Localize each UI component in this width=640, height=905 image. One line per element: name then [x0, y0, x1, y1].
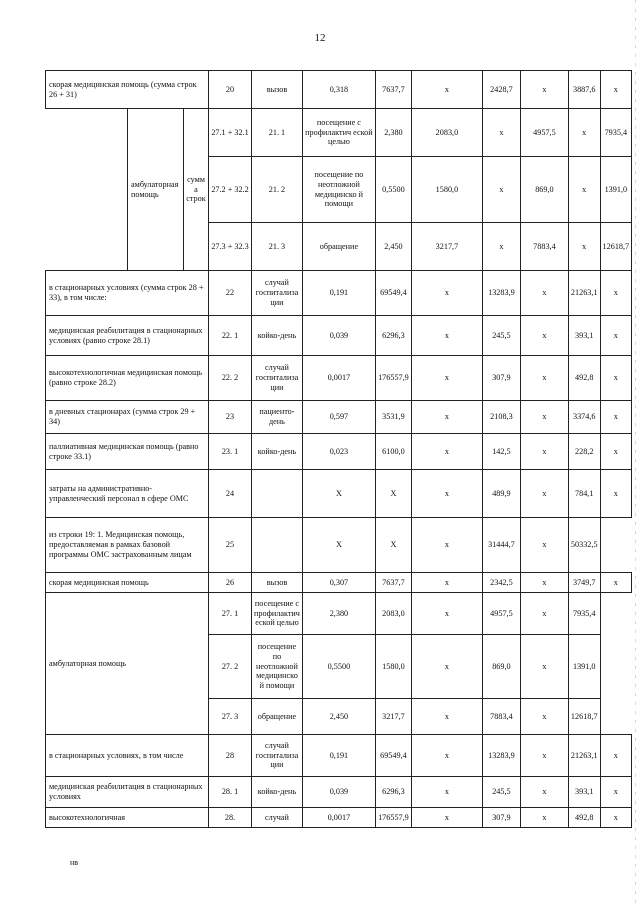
cost-cell: 2083,0 — [411, 109, 482, 157]
norm-cell: 0,023 — [302, 434, 375, 470]
line-number: 28. 1 — [209, 777, 252, 808]
norm-cell: 0,5500 — [302, 635, 375, 699]
line-number: 24 — [209, 470, 252, 518]
norm-cell: 2,380 — [375, 109, 411, 157]
x-cell: х — [600, 573, 632, 593]
line-number: 21. 3 — [252, 223, 303, 271]
x-cell: х — [600, 470, 632, 518]
amount-cell: 31444,7 — [482, 518, 520, 573]
norm-cell: 0,0017 — [302, 808, 375, 828]
x-cell: х — [411, 573, 482, 593]
table-row — [46, 434, 632, 470]
total-cell: 393,1 — [568, 777, 600, 808]
total-cell: 7935,4 — [600, 109, 632, 157]
line-number: 27. 1 — [209, 593, 252, 635]
norm-cell: 0,5500 — [375, 157, 411, 223]
x-cell: х — [411, 635, 482, 699]
norm-cell: 2,450 — [302, 699, 375, 735]
row-label: медицинская реабилитация в стационарных условиях (равно строке 28.1) — [46, 316, 209, 356]
x-cell: х — [411, 777, 482, 808]
table-row — [46, 356, 632, 401]
unit-cell — [252, 518, 303, 573]
x-cell: х — [411, 808, 482, 828]
amount-cell: 13283,9 — [482, 735, 520, 777]
x-cell: х — [520, 573, 568, 593]
x-cell: х — [600, 735, 632, 777]
line-number: 28 — [209, 735, 252, 777]
amount-cell: 307,9 — [482, 356, 520, 401]
line-number: 23 — [209, 401, 252, 434]
footer-mark: нв — [70, 858, 79, 867]
table-row — [46, 808, 632, 828]
total-cell: 3887,6 — [568, 71, 600, 109]
x-cell: х — [411, 71, 482, 109]
line-number: 28. — [209, 808, 252, 828]
row-label: в дневных стационарах (сумма строк 29 + 34) — [46, 401, 209, 434]
unit-cell: обращение — [252, 699, 303, 735]
x-cell: х — [411, 401, 482, 434]
line-number: 21. 1 — [252, 109, 303, 157]
row-label: скорая медицинская помощь — [46, 573, 209, 593]
cost-cell: 6100,0 — [375, 434, 411, 470]
line-number: 27. 2 — [209, 635, 252, 699]
norm-cell: 0,039 — [302, 777, 375, 808]
x-cell: х — [520, 356, 568, 401]
total-cell: 492,8 — [568, 356, 600, 401]
x-cell: х — [600, 808, 632, 828]
amount-cell: 245,5 — [482, 316, 520, 356]
row-label: из строки 19: 1. Медицинская помощь, предоставляемая в рамках базовой программы ОМС застрахованным лицам — [46, 518, 209, 573]
total-cell: 3374,6 — [568, 401, 600, 434]
total-cell: 228,2 — [568, 434, 600, 470]
table-row — [46, 316, 632, 356]
x-cell: х — [600, 71, 632, 109]
amount-cell: 4957,5 — [520, 109, 568, 157]
row-label: в стационарных условиях (сумма строк 28 + 33), в том числе: — [46, 271, 209, 316]
unit-cell: пациенто- день — [252, 401, 303, 434]
x-cell: х — [411, 470, 482, 518]
sum-label: сумм а строк — [184, 109, 209, 271]
table-row — [46, 518, 632, 573]
norm-cell: 0,318 — [302, 71, 375, 109]
unit-cell: случай госпитализа ции — [252, 735, 303, 777]
x-cell: х — [411, 434, 482, 470]
norm-cell: 0,039 — [302, 316, 375, 356]
table-row — [46, 470, 632, 518]
unit-cell — [252, 470, 303, 518]
line-number: 26 — [209, 573, 252, 593]
x-cell: х — [568, 223, 600, 271]
table-row — [46, 735, 632, 777]
amount-cell: 142,5 — [482, 434, 520, 470]
page-number: 12 — [314, 32, 326, 44]
sum-reference: 27.3 + 32.3 — [209, 223, 252, 271]
cost-cell: 6296,3 — [375, 316, 411, 356]
norm-cell: 0,597 — [302, 401, 375, 434]
x-cell: х — [520, 434, 568, 470]
x-cell: х — [520, 316, 568, 356]
total-cell: 50332,5 — [568, 518, 600, 573]
norm-cell: Х — [302, 518, 375, 573]
norm-cell: 2,380 — [302, 593, 375, 635]
row-label: затраты на административно- управленческий персонал в сфере ОМС — [46, 470, 209, 518]
cost-cell: 3531,9 — [375, 401, 411, 434]
amount-cell: 4957,5 — [482, 593, 520, 635]
norm-cell: Х — [302, 470, 375, 518]
cost-cell: 176557,9 — [375, 356, 411, 401]
x-cell: х — [520, 808, 568, 828]
row-label: высокотехнологичная — [46, 808, 209, 828]
x-cell: х — [520, 271, 568, 316]
cost-cell: 3217,7 — [411, 223, 482, 271]
unit-cell: вызов — [252, 71, 303, 109]
norm-cell: 0,191 — [302, 735, 375, 777]
norm-cell: 2,450 — [375, 223, 411, 271]
unit-cell: обращение — [302, 223, 375, 271]
unit-cell: случай госпитализа ции — [252, 271, 303, 316]
cost-cell: Х — [375, 470, 411, 518]
x-cell: х — [600, 777, 632, 808]
unit-cell: койко-день — [252, 316, 303, 356]
x-cell: х — [411, 271, 482, 316]
total-cell: 393,1 — [568, 316, 600, 356]
unit-cell: посещение по неотложной медицинско й помощи — [302, 157, 375, 223]
table-row — [46, 401, 632, 434]
x-cell: х — [520, 518, 568, 573]
x-cell: х — [411, 593, 482, 635]
x-cell: х — [411, 699, 482, 735]
x-cell: х — [600, 316, 632, 356]
cost-cell: 7637,7 — [375, 71, 411, 109]
x-cell: х — [520, 735, 568, 777]
row-label: медицинская реабилитация в стационарных условиях — [46, 777, 209, 808]
cost-cell: 69549,4 — [375, 271, 411, 316]
row-label: высокотехнологичная медицинская помощь (равно строке 28.2) — [46, 356, 209, 401]
x-cell: х — [411, 316, 482, 356]
table-row — [46, 777, 632, 808]
x-cell: х — [482, 223, 520, 271]
x-cell: х — [600, 434, 632, 470]
cost-cell: 1580,0 — [375, 635, 411, 699]
unit-cell: койко-день — [252, 777, 303, 808]
line-number: 22 — [209, 271, 252, 316]
sum-reference: 27.2 + 32.2 — [209, 157, 252, 223]
total-cell: 492,8 — [568, 808, 600, 828]
unit-cell: посещение по неотложной медицинско й помощи — [252, 635, 303, 699]
x-cell: х — [482, 109, 520, 157]
cost-cell: 176557,9 — [375, 808, 411, 828]
amount-cell: 869,0 — [520, 157, 568, 223]
line-number: 27. 3 — [209, 699, 252, 735]
x-cell: х — [520, 401, 568, 434]
group-label: амбулаторная помощь — [128, 109, 184, 271]
x-cell: х — [600, 356, 632, 401]
total-cell: 21263,1 — [568, 735, 600, 777]
total-cell: 1391,0 — [600, 157, 632, 223]
amount-cell: 2428,7 — [482, 71, 520, 109]
row-label: в стационарных условиях, в том числе — [46, 735, 209, 777]
x-cell: х — [411, 518, 482, 573]
sum-reference: 27.1 + 32.1 — [209, 109, 252, 157]
unit-cell: вызов — [252, 573, 303, 593]
amount-cell: 307,9 — [482, 808, 520, 828]
x-cell: х — [520, 777, 568, 808]
unit-cell: посещение с профилактич еской целью — [302, 109, 375, 157]
line-number: 23. 1 — [209, 434, 252, 470]
total-cell: 1391,0 — [568, 635, 600, 699]
line-number: 25 — [209, 518, 252, 573]
line-number: 21. 2 — [252, 157, 303, 223]
x-cell: х — [482, 157, 520, 223]
row-label: скорая медицинская помощь (сумма строк 26 + 31) — [46, 71, 209, 109]
amount-cell: 2108,3 — [482, 401, 520, 434]
unit-cell: случай госпитализа ции — [252, 356, 303, 401]
unit-cell: случай — [252, 808, 303, 828]
norm-cell: 0,191 — [302, 271, 375, 316]
table-row — [46, 109, 632, 157]
x-cell: х — [568, 109, 600, 157]
financing-table — [45, 70, 632, 828]
line-number: 20 — [209, 71, 252, 109]
total-cell: 21263,1 — [568, 271, 600, 316]
x-cell: х — [411, 356, 482, 401]
x-cell: х — [600, 401, 632, 434]
cost-cell: 2083,0 — [375, 593, 411, 635]
total-cell: 7935,4 — [568, 593, 600, 635]
x-cell: х — [520, 470, 568, 518]
unit-cell: койко-день — [252, 434, 303, 470]
x-cell: х — [600, 271, 632, 316]
line-number: 22. 2 — [209, 356, 252, 401]
x-cell: х — [411, 735, 482, 777]
x-cell: х — [568, 157, 600, 223]
x-cell: х — [520, 71, 568, 109]
table-row — [46, 573, 632, 593]
row-label: паллиативная медицинская помощь (равно строке 33.1) — [46, 434, 209, 470]
table-row — [46, 593, 632, 635]
total-cell: 784,1 — [568, 470, 600, 518]
x-cell: х — [520, 593, 568, 635]
amount-cell: 13283,9 — [482, 271, 520, 316]
amount-cell: 245,5 — [482, 777, 520, 808]
norm-cell: 0,0017 — [302, 356, 375, 401]
scan-edge-artifact — [635, 0, 636, 905]
amount-cell: 7883,4 — [482, 699, 520, 735]
x-cell: х — [520, 699, 568, 735]
total-cell: 12618,7 — [600, 223, 632, 271]
norm-cell: 0,307 — [302, 573, 375, 593]
group-label: амбулаторная помощь — [46, 593, 209, 735]
amount-cell: 489,9 — [482, 470, 520, 518]
line-number: 22. 1 — [209, 316, 252, 356]
unit-cell: посещение с профилактич еской целью — [252, 593, 303, 635]
cost-cell: 69549,4 — [375, 735, 411, 777]
table-row — [46, 271, 632, 316]
cost-cell: 6296,3 — [375, 777, 411, 808]
amount-cell: 7883,4 — [520, 223, 568, 271]
x-cell: х — [520, 635, 568, 699]
cost-cell: 7637,7 — [375, 573, 411, 593]
table-row — [46, 71, 632, 109]
amount-cell: 869,0 — [482, 635, 520, 699]
cost-cell: 3217,7 — [375, 699, 411, 735]
cost-cell: Х — [375, 518, 411, 573]
amount-cell: 2342,5 — [482, 573, 520, 593]
total-cell: 3749,7 — [568, 573, 600, 593]
total-cell: 12618,7 — [568, 699, 600, 735]
cost-cell: 1580,0 — [411, 157, 482, 223]
